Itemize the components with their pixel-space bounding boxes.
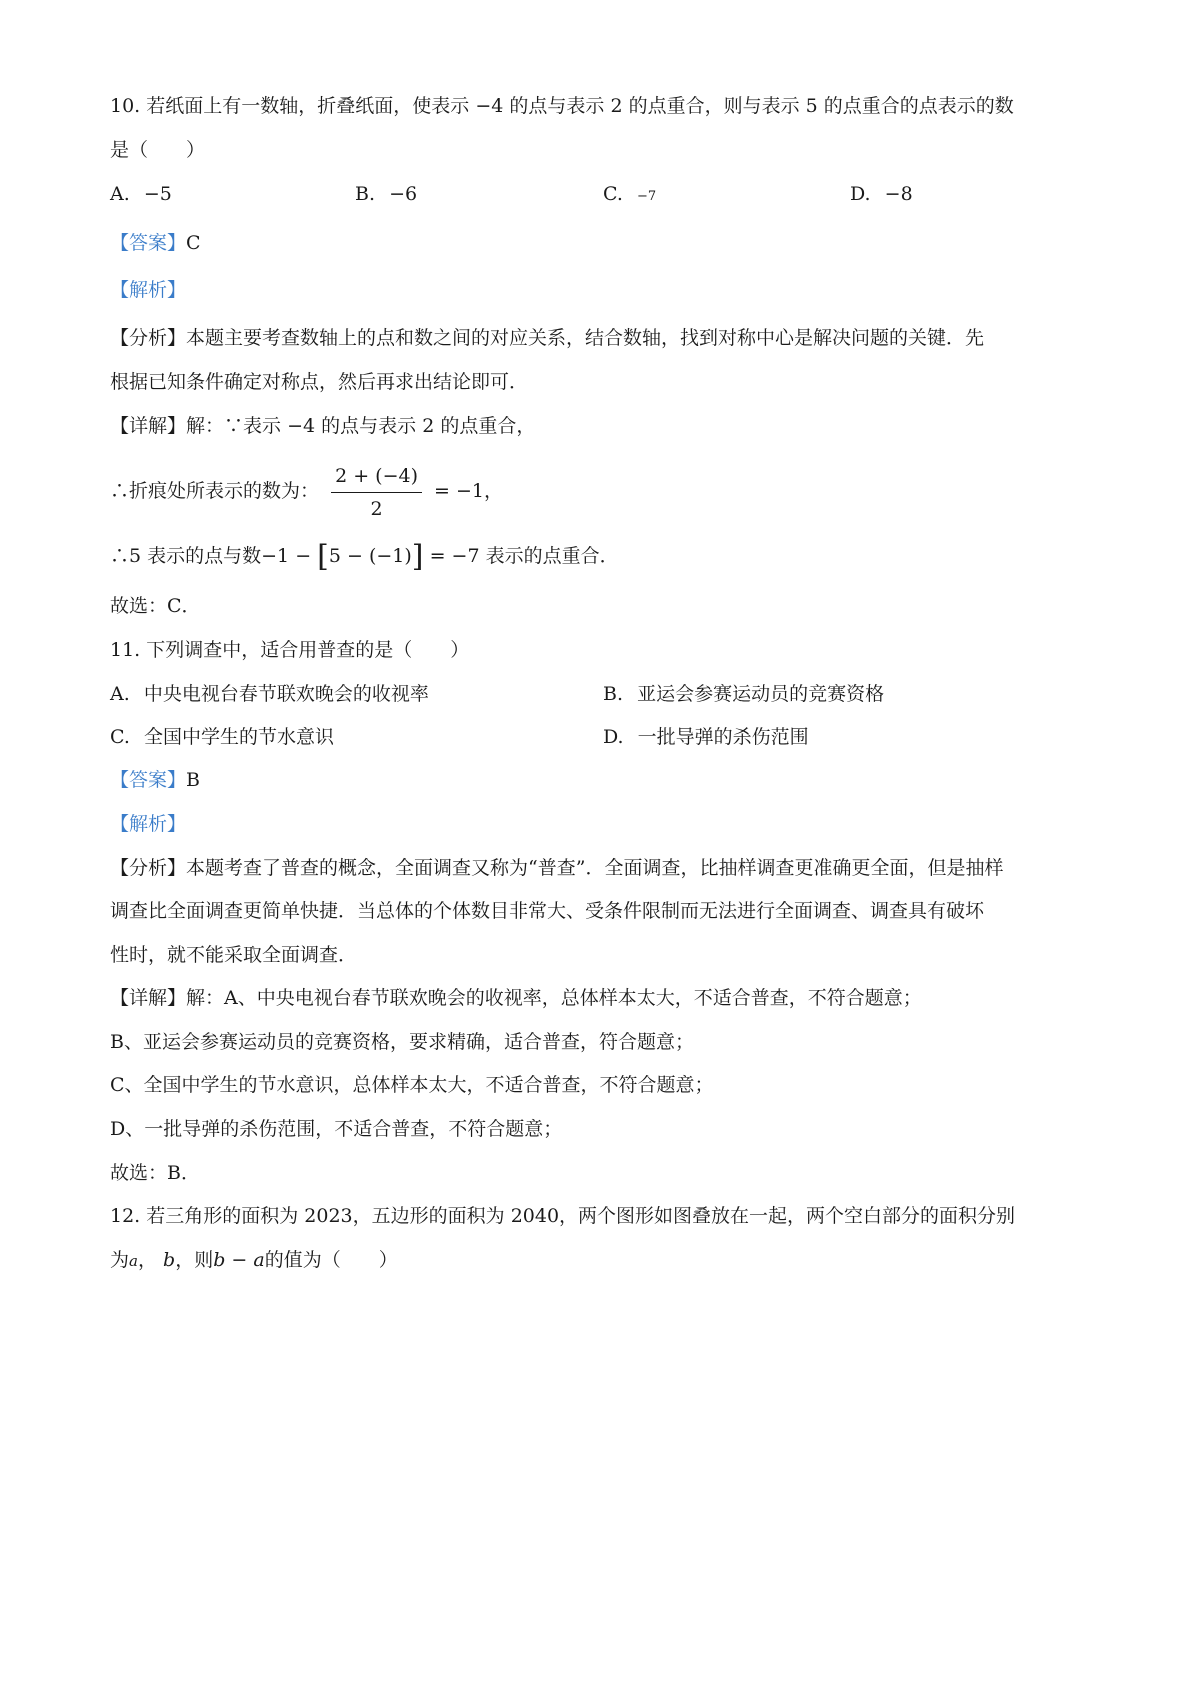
q10-detail-line3-prefix: ∴5 表示的点与数 xyxy=(110,545,262,567)
q10-option-d-label: D. xyxy=(850,183,871,205)
q10-expr-part-b: 5 − (−1) xyxy=(328,545,412,567)
q10-fraction-denominator: 2 xyxy=(370,497,383,520)
q11-option-b xyxy=(603,679,884,709)
q11-option-c-label: C. xyxy=(110,726,130,748)
q10-option-a xyxy=(110,179,172,209)
q10-detail-text-c: 的点与表示 xyxy=(321,415,417,437)
q10-stem-text-c: 的点重合，则与表示 xyxy=(628,95,800,117)
q11-detail-c: C、全国中学生的节水意识，总体样本太大，不适合普查，不符合题意； xyxy=(110,1074,714,1096)
q12-expr: b − a xyxy=(213,1249,265,1271)
q10-fraction-numerator: 2 + (−4) xyxy=(331,463,422,493)
q10-option-b xyxy=(355,179,417,209)
q11-stem: 11. 下列调查中，适合用普查的是（ ） xyxy=(110,639,470,661)
q12-stem-line2 xyxy=(110,1245,398,1276)
q10-fraction xyxy=(331,463,422,522)
q10-detail-text-a: 解：∵表示 xyxy=(186,415,282,437)
q10-answer-value: C xyxy=(186,232,201,254)
q11-detail-a-text: 解：A、中央电视台春节联欢晚会的收视率，总体样本太大，不适合普查，不符合题意； xyxy=(186,987,922,1009)
q10-option-b-label: B. xyxy=(355,183,376,205)
q10-stem-line1 xyxy=(110,91,1014,121)
q11-option-d xyxy=(603,722,809,752)
q11-detail-b: B、亚运会参赛运动员的竞赛资格，要求精确，适合普查，符合题意； xyxy=(110,1031,694,1053)
q10-expr-bracket-close: ] xyxy=(411,539,424,574)
q11-fenxi-tag: 【分析】 xyxy=(110,857,187,879)
q11-option-a-text: 中央电视台春节联欢晚会的收视率 xyxy=(143,683,429,705)
q10-detail-value-2: 2 xyxy=(422,415,435,437)
q10-answer xyxy=(110,228,201,258)
q11-analysis-tag: 【解析】 xyxy=(110,813,187,835)
q10-detail-tag: 【详解】 xyxy=(110,415,187,437)
q10-option-a-value: −5 xyxy=(143,183,172,205)
q10-expr-part-a: −1 − xyxy=(261,545,312,567)
q11-fenxi-line2: 调查比全面调查更简单快捷．当总体的个体数目非常大、受条件限制而无法进行全面调查、调查具有破坏 xyxy=(110,900,985,922)
q10-detail-line3-suffix: 表示的点重合． xyxy=(485,545,619,567)
q12-stem-text-d: 的值为（ ） xyxy=(264,1249,398,1271)
q10-option-a-label: A. xyxy=(110,183,130,205)
q10-conclusion: 故选：C． xyxy=(110,595,201,617)
q11-fenxi-line3: 性时，就不能采取全面调查． xyxy=(110,944,358,966)
q11-detail-a xyxy=(110,983,922,1013)
q11-option-d-text: 一批导弹的杀伤范围 xyxy=(637,726,809,748)
q10-stem-value-2: 2 xyxy=(610,95,623,117)
q11-option-a-label: A. xyxy=(110,683,130,705)
q10-detail-line3 xyxy=(110,538,619,575)
q12-stem-line1: 12. 若三角形的面积为 2023，五边形的面积为 2040，两个图形如图叠放在一起，两个空白部分的面积分别 xyxy=(110,1205,1016,1227)
q12-stem-text-a: 为 xyxy=(110,1249,130,1271)
q11-option-a xyxy=(110,679,429,709)
q11-option-c-text: 全国中学生的节水意识 xyxy=(143,726,334,748)
q10-fenxi-line1 xyxy=(110,323,984,353)
q10-stem-text-b: 的点与表示 xyxy=(509,95,605,117)
q12-var-a: a xyxy=(129,1252,138,1270)
q10-stem-line2: 是（ ） xyxy=(110,139,206,161)
q10-fenxi-line2: 根据已知条件确定对称点，然后再求出结论即可． xyxy=(110,371,529,393)
q10-option-c xyxy=(603,179,656,212)
q10-answer-tag: 【答案】 xyxy=(110,232,187,254)
q10-fenxi-tag: 【分析】 xyxy=(110,327,187,349)
q12-var-b: b xyxy=(163,1249,176,1271)
q11-detail-tag: 【详解】 xyxy=(110,987,187,1009)
q10-stem-text-d: 的点重合的点表示的数 xyxy=(823,95,1014,117)
q11-answer-tag: 【答案】 xyxy=(110,769,187,791)
q10-expr-bracket-open: [ xyxy=(317,539,329,574)
q10-option-b-value: −6 xyxy=(389,183,418,205)
q10-option-c-label: C. xyxy=(603,183,623,205)
q10-option-d-value: −8 xyxy=(884,183,913,205)
q12-stem-text-b: ， xyxy=(137,1249,157,1271)
q11-option-c xyxy=(110,722,334,752)
q10-option-d xyxy=(850,179,913,209)
q12-stem-text-c: ，则 xyxy=(175,1249,214,1271)
q11-fenxi-line1 xyxy=(110,853,1003,883)
q11-option-b-text: 亚运会参赛运动员的竞赛资格 xyxy=(637,683,885,705)
q10-detail-line1 xyxy=(110,411,535,441)
q11-fenxi-text1: 本题考查了普查的概念，全面调查又称为“普查”．全面调查，比抽样调查更准确更全面，但是抽样 xyxy=(186,857,1004,879)
q10-stem-value-3: 5 xyxy=(805,95,818,117)
q11-conclusion: 故选：B． xyxy=(110,1162,200,1184)
q10-fenxi-text1: 本题主要考查数轴上的点和数之间的对应关系，结合数轴，找到对称中心是解决问题的关键．先 xyxy=(186,327,985,349)
q10-expr-part-c: = −7 xyxy=(429,545,480,567)
q11-option-d-label: D. xyxy=(603,726,624,748)
q10-detail-fold-prefix: ∴折痕处所表示的数为： xyxy=(110,480,320,502)
q11-answer xyxy=(110,765,200,795)
q10-fraction-result: = −1， xyxy=(434,480,503,502)
q10-detail-text-e: 的点重合， xyxy=(440,415,536,437)
q11-answer-value: B xyxy=(186,769,200,791)
q10-detail-value-1: −4 xyxy=(287,415,316,437)
q10-stem-text-a: 10. 若纸面上有一数轴，折叠纸面，使表示 xyxy=(110,95,470,117)
q11-option-b-label: B. xyxy=(603,683,624,705)
q10-option-c-value: −7 xyxy=(636,189,657,204)
q10-analysis-tag: 【解析】 xyxy=(110,279,187,301)
q10-detail-line2 xyxy=(110,462,503,522)
q10-stem-value-1: −4 xyxy=(475,95,504,117)
q11-detail-d: D、一批导弹的杀伤范围，不适合普查，不符合题意； xyxy=(110,1118,563,1140)
